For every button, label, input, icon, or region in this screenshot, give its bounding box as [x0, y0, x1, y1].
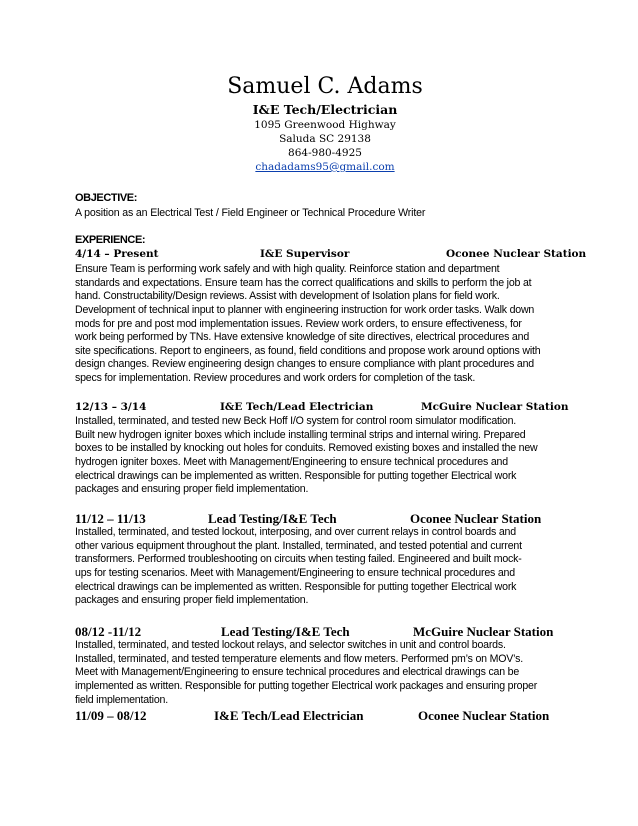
- description-line: packages and ensuring proper field implementation.: [75, 483, 309, 496]
- description-line: Ensure Team is performing work safely and with high quality. Reinforce station and department: [75, 263, 500, 275]
- job-role: Lead Testing/I&E Tech: [221, 624, 350, 639]
- description-line: standards and expectations. Ensure team has the correct qualifications and skills to perform the job at: [75, 276, 532, 289]
- phone-number: 864-980-4925: [288, 147, 362, 159]
- job-description: [75, 639, 575, 707]
- description-line: hydrogen igniter boxes. Meet with Management/Engineering to ensure technical procedures and: [75, 455, 508, 468]
- job-header: [75, 511, 575, 527]
- candidate-title: I&E Tech/Electrician: [252, 102, 398, 117]
- job-description: [75, 415, 575, 497]
- description-line: packages and ensuring proper field implementation.: [75, 594, 309, 607]
- job-description: [75, 263, 575, 386]
- description-line: specs for implementation. Review procedures and work orders for completion of the task.: [75, 372, 476, 385]
- description-line: Installed, terminated, and tested new Beck Hoff I/O system for control room simulator modification.: [75, 415, 517, 427]
- candidate-name: Samuel C. Adams: [227, 74, 423, 99]
- description-line: work being performed by TNs. Have extensive knowledge of site directives, electrical procedures and: [75, 331, 530, 344]
- job-header: [75, 248, 587, 264]
- job-role: I&E Tech/Lead Electrician: [214, 708, 364, 723]
- job-site: Oconee Nuclear Station: [418, 708, 550, 723]
- job-description: [75, 526, 575, 608]
- description-line: site specifications. Report to engineers, as found, field conditions and propose work around options with: [75, 344, 541, 357]
- job-site: McGuire Nuclear Station: [421, 401, 569, 413]
- objective-text: A position as an Electrical Test / Field Engineer or Technical Procedure Writer: [75, 207, 426, 219]
- job-role: I&E Tech/Lead Electrician: [220, 401, 374, 413]
- description-line: implemented as written. Responsible for putting together Electrical work packages and ensuring proper: [75, 679, 538, 692]
- street-address: 1095 Greenwood Highway: [254, 119, 396, 131]
- resume-header: [0, 72, 638, 174]
- description-line: boxes to be installed by knocking out holes for conduits. Removed existing boxes and installed the new: [75, 442, 538, 455]
- description-line: other various equipment throughout the plant. Installed, terminated, and tested potential and current: [75, 539, 522, 552]
- description-line: transformers. Performed troubleshooting on circuits when testing failed. Engineered and built mock-: [75, 553, 522, 566]
- job-role: Lead Testing/I&E Tech: [208, 511, 337, 526]
- description-line: Built new hydrogen igniter boxes which include installing terminal strips and internal wiring. Prepared: [75, 428, 526, 441]
- description-line: design changes. Review engineering design changes to ensure compliance with plant procedures and: [75, 358, 535, 371]
- description-line: mods for pre and post mod implementation issues. Review work orders, to ensure effectiveness, for: [75, 317, 522, 330]
- job-dates: 12/13 – 3/14: [75, 401, 147, 413]
- description-line: Meet with Management/Engineering to ensure technical procedures and electrical drawings can be: [75, 666, 520, 679]
- job-header: [75, 708, 575, 724]
- experience-heading: EXPERIENCE:: [75, 234, 146, 246]
- description-line: electrical drawings can be implemented as written. Responsible for putting together Electrical work: [75, 469, 517, 482]
- job-header: [75, 624, 575, 640]
- city-state-zip: Saluda SC 29138: [279, 133, 371, 145]
- job-role: I&E Supervisor: [260, 248, 350, 260]
- objective-heading: OBJECTIVE:: [75, 192, 138, 204]
- job-site: Oconee Nuclear Station: [410, 511, 542, 526]
- description-line: hand. Constructability/Design reviews. Assist with development of Isolation plans for field work.: [75, 290, 500, 303]
- description-line: Installed, terminated, and tested lockout, interposing, and over current relays in control boards and: [75, 526, 516, 538]
- description-line: field implementation.: [75, 693, 168, 706]
- description-line: ups for testing scenarios. Meet with Management/Engineering to ensure technical procedures and: [75, 566, 515, 579]
- description-line: electrical drawings can be implemented as written. Responsible for putting together Electrical work: [75, 580, 517, 593]
- job-dates: 4/14 – Present: [75, 248, 159, 260]
- description-line: Installed, terminated, and tested temperature elements and flow meters. Performed pm’s on MOV’s.: [75, 652, 523, 665]
- description-line: Installed, terminated, and tested lockout relays, and selector switches in unit and control boards.: [75, 639, 506, 651]
- job-site: Oconee Nuclear Station: [446, 248, 587, 260]
- job-dates: 11/12 – 11/13: [75, 511, 146, 526]
- email-link[interactable]: chadadams95@gmail.com: [255, 161, 395, 173]
- job-dates: 08/12 -11/12: [75, 624, 142, 639]
- description-line: Development of technical input to planner with engineering instruction for work order tasks. Walk down: [75, 303, 535, 316]
- job-dates: 11/09 – 08/12: [75, 708, 147, 723]
- job-site: McGuire Nuclear Station: [413, 624, 554, 639]
